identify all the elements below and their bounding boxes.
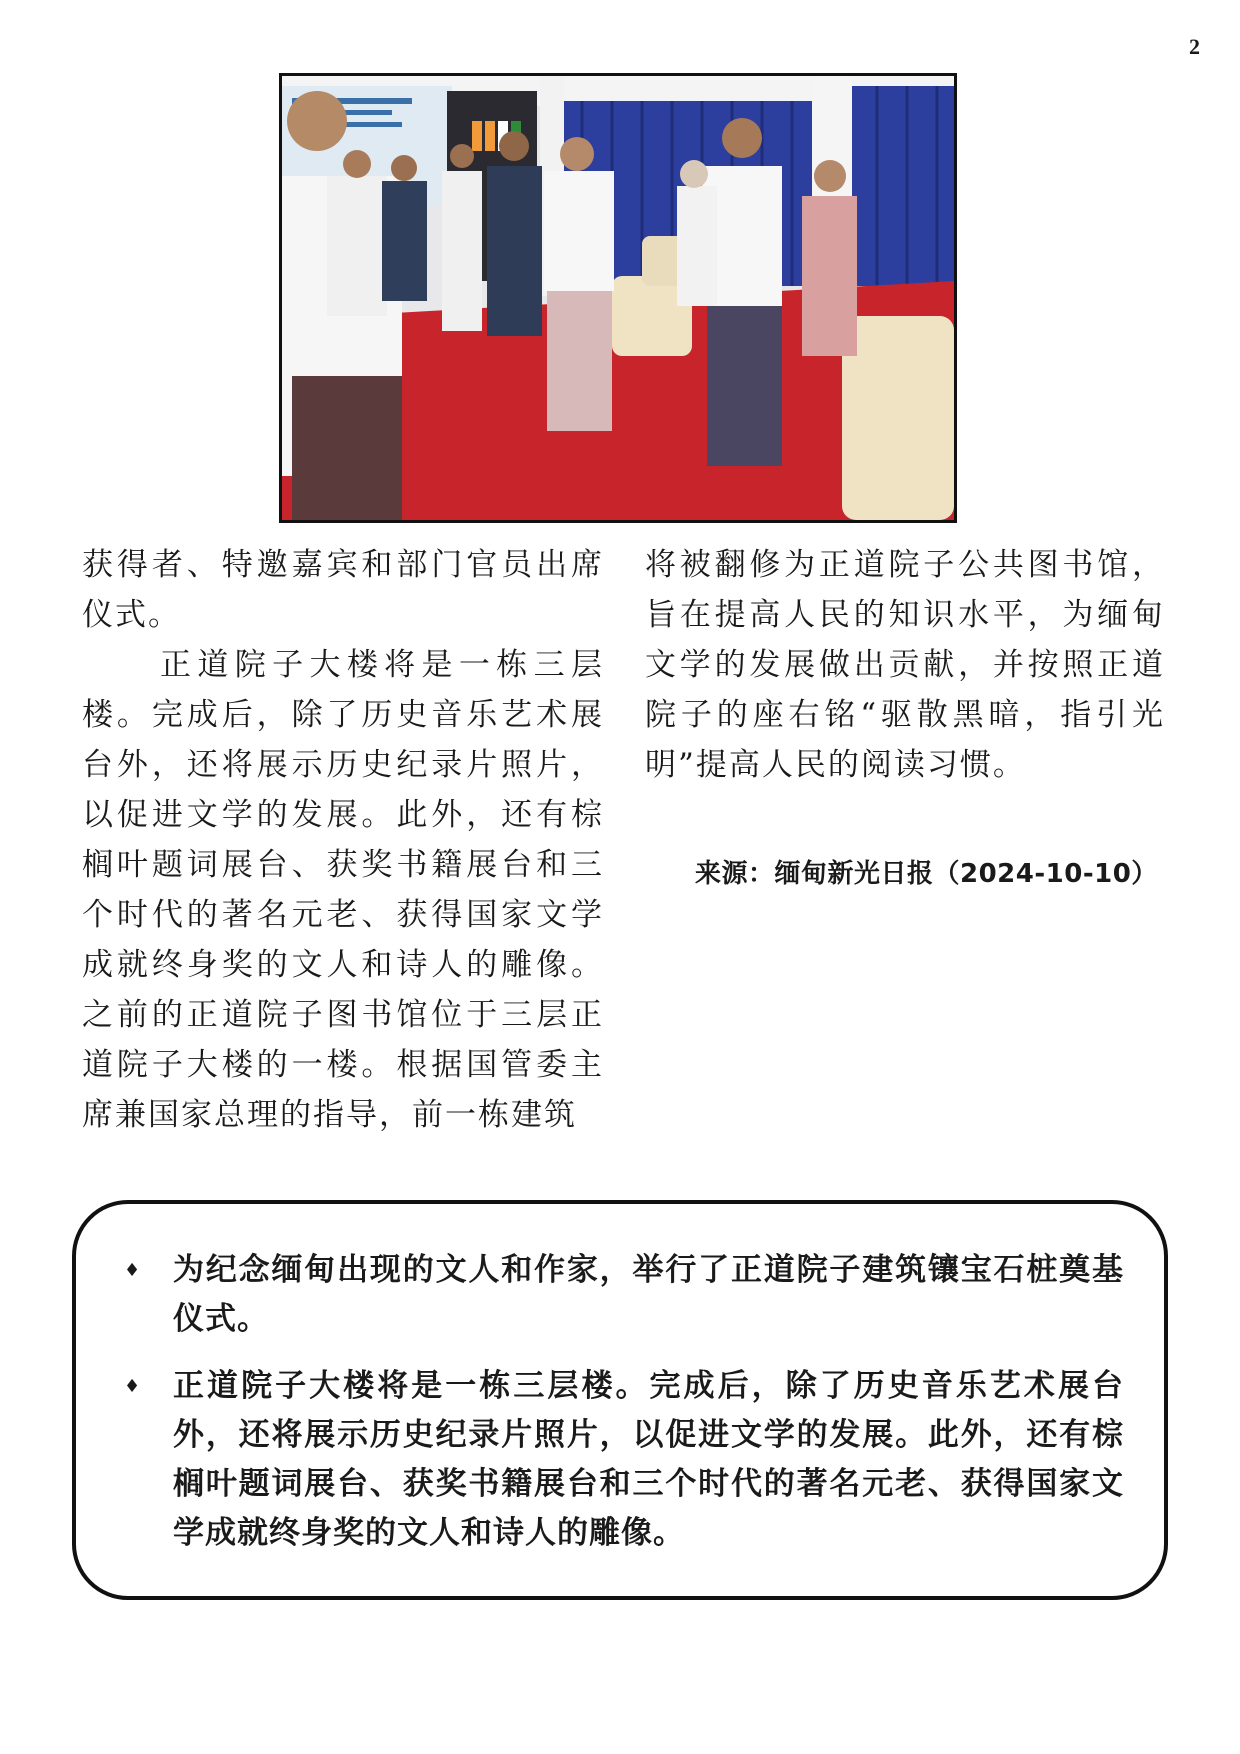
- summary-item: [116, 1362, 1124, 1558]
- summary-item-text: 正道院子大楼将是一栋三层楼。完成后，除了历史音乐艺术展台外，还将展示历史纪录片照片，以促进文学的发展。此外，还有棕榈叶题词展台、获奖书籍展台和三个时代的著名元老、获得国家文学成就终身奖的文人和诗人的雕像。: [173, 1368, 1124, 1551]
- article-paragraph: 将被翻修为正道院子公共图书馆，旨在提高人民的知识水平，为缅甸文学的发展做出贡献，并按照正道院子的座右铭“驱散黑暗，指引光明”提高人民的阅读习惯。: [645, 547, 1165, 783]
- ceremony-photo-icon: [282, 76, 954, 520]
- ceremony-photo: [279, 73, 957, 523]
- diamond-bullet-icon: ♦: [124, 1376, 142, 1397]
- summary-box: [72, 1200, 1168, 1600]
- diamond-bullet-icon: ♦: [124, 1260, 142, 1281]
- summary-item-text: 为纪念缅甸出现的文人和作家，举行了正道院子建筑镶宝石桩奠基仪式。: [173, 1252, 1124, 1337]
- summary-list: [116, 1246, 1124, 1558]
- article-paragraph: 获得者、特邀嘉宾和部门官员出席仪式。: [82, 547, 604, 633]
- summary-item: [116, 1246, 1124, 1344]
- page-number: 2: [1189, 34, 1200, 59]
- article-source: 来源：缅甸新光日报（2024-10-10）: [695, 859, 1158, 889]
- article-right-column: [645, 540, 1165, 790]
- article-left-column: [82, 540, 604, 1140]
- article-paragraph: 正道院子大楼将是一栋三层楼。完成后，除了历史音乐艺术展台外，还将展示历史纪录片照片，以促进文学的发展。此外，还有棕榈叶题词展台、获奖书籍展台和三个时代的著名元老、获得国家文学成就终身奖的文人和诗人的雕像。之前的正道院子图书馆位于三层正道院子大楼的一楼。根据国管委主席兼国家总理的指导，前一栋建筑: [82, 647, 604, 1133]
